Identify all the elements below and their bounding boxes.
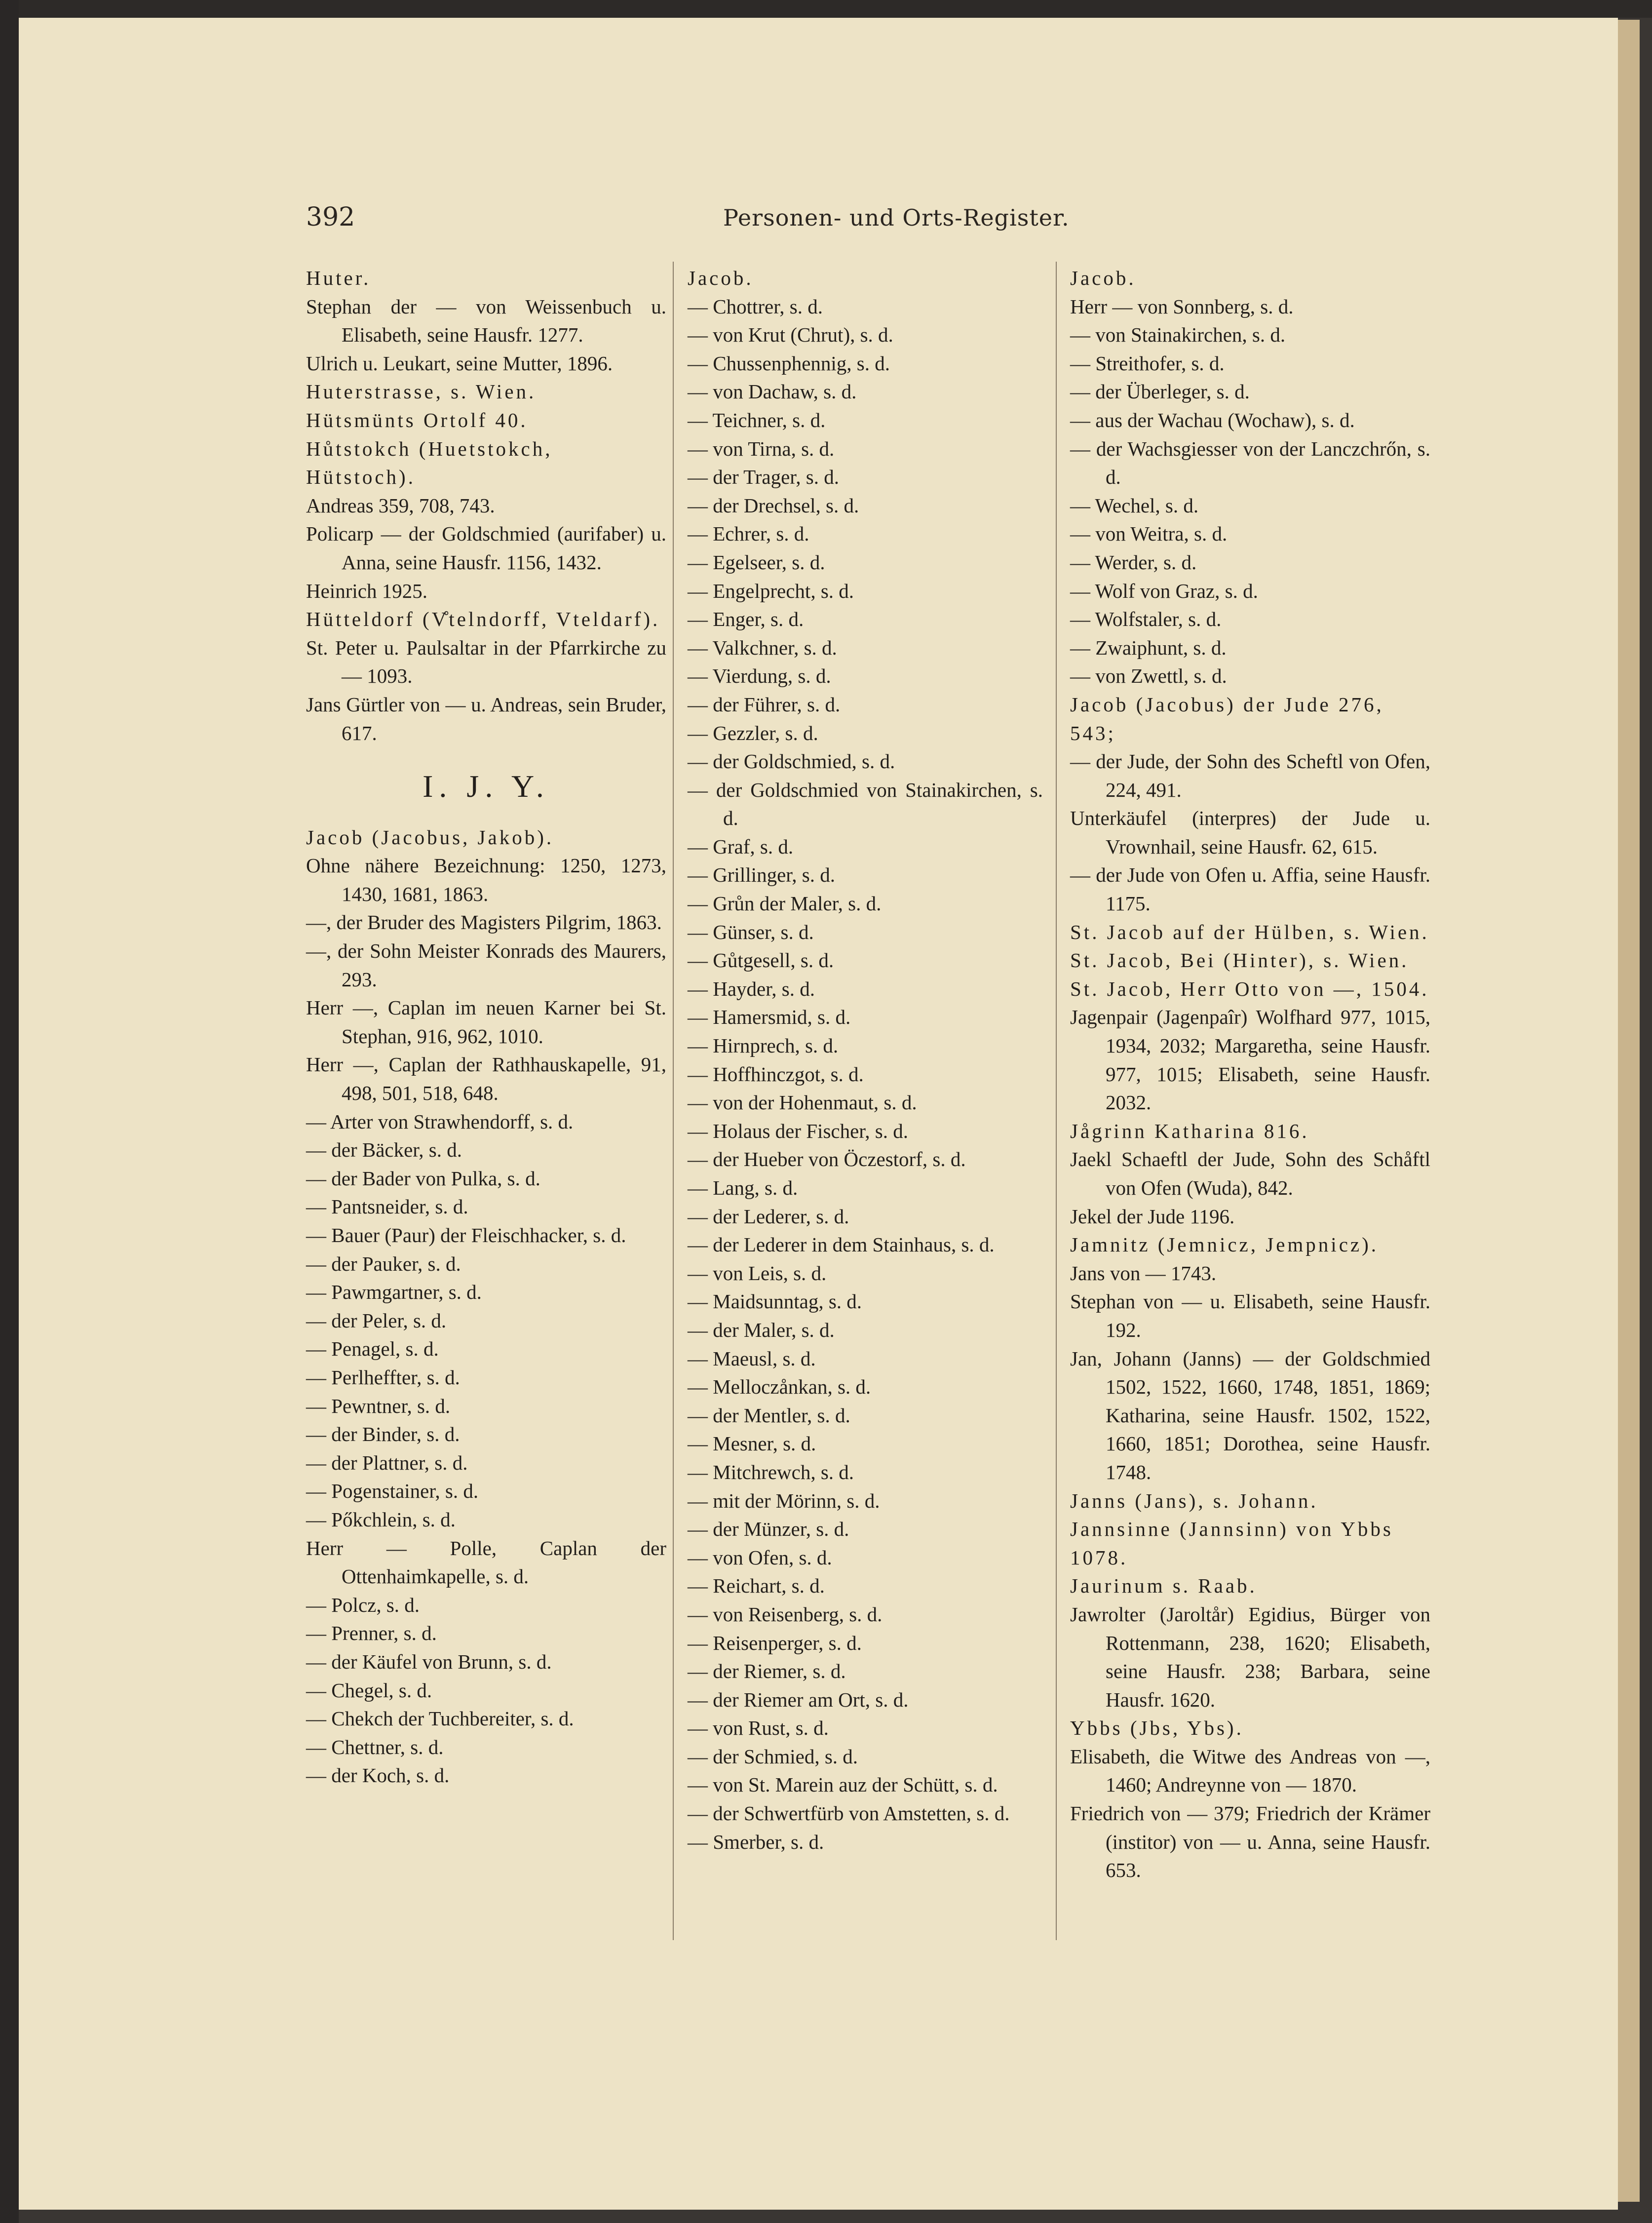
- index-entry: — Hamersmid, s. d.: [688, 1006, 851, 1029]
- index-entry: — Graf, s. d.: [688, 835, 794, 858]
- index-column-2: [688, 264, 1043, 1856]
- index-entry: — der Hueber von Öczestorf, s. d.: [688, 1148, 966, 1171]
- index-headword: Jamnitz (Jemnicz, Jempnicz).: [1070, 1233, 1379, 1256]
- index-entry: — von St. Marein auz der Schütt, s. d.: [688, 1773, 998, 1796]
- index-entry: — von Tirna, s. d.: [688, 437, 835, 460]
- index-entry: — Zwaiphunt, s. d.: [1070, 636, 1227, 659]
- index-entry: — Arter von Strawhendorff, s. d.: [306, 1110, 574, 1133]
- index-entry: Heinrich 1925.: [306, 579, 427, 602]
- index-entry: — von Weitra, s. d.: [1070, 522, 1228, 546]
- section-heading: I. J. Y.: [423, 769, 550, 804]
- index-entry: — von Rust, s. d.: [688, 1716, 829, 1740]
- index-entry: — Günser, s. d.: [688, 920, 814, 943]
- index-entry: — Melloczånkan, s. d.: [688, 1375, 871, 1399]
- index-entry: — der Plattner, s. d.: [306, 1451, 468, 1474]
- index-entry: — Mesner, s. d.: [688, 1432, 816, 1455]
- index-entry: — Chussenphennig, s. d.: [688, 351, 890, 375]
- index-entry: Andreas 359, 708, 743.: [306, 494, 495, 517]
- index-entry: — Wolf von Graz, s. d.: [1070, 579, 1258, 602]
- index-entry: — Chottrer, s. d.: [688, 295, 823, 318]
- index-entry: — von Leis, s. d.: [688, 1261, 827, 1285]
- index-entry: — aus der Wachau (Wochaw), s. d.: [1070, 408, 1355, 431]
- index-entry: — der Pauker, s. d.: [306, 1252, 461, 1275]
- index-entry: — von Zwettl, s. d.: [1070, 664, 1227, 688]
- index-entry: — der Lederer, s. d.: [688, 1205, 849, 1228]
- index-entry: — Egelseer, s. d.: [688, 550, 825, 574]
- index-entry: — Grůn der Maler, s. d.: [688, 892, 882, 915]
- index-headword: Huter.: [306, 267, 371, 289]
- index-entry: — von Krut (Chrut), s. d.: [688, 323, 893, 347]
- index-entry: — Lang, s. d.: [688, 1176, 798, 1199]
- index-entry: — Valkchner, s. d.: [688, 636, 837, 659]
- index-headword: Hůtstokch (Huetstokch, Hütstoch).: [306, 437, 553, 489]
- index-entry: — Chegel, s. d.: [306, 1678, 432, 1702]
- index-entry: — Vierdung, s. d.: [688, 664, 831, 688]
- index-entry: — der Mentler, s. d.: [688, 1404, 850, 1427]
- index-entry: Jan, Johann (Janns) — der Goldschmied 1502, 1522, 1660, 1748, 1851, 1869; Katharina, seine Hausfr. 1502, 1522, 1660, 1851; Dorothea, seine Hausfr. 1748.: [1070, 1347, 1430, 1483]
- index-entry: — der Überleger, s. d.: [1070, 380, 1250, 403]
- index-entry: — Reichart, s. d.: [688, 1574, 825, 1598]
- index-entry: St. Peter u. Paulsaltar in der Pfarrkirche zu — 1093.: [306, 636, 666, 688]
- index-entry: — Hirnprech, s. d.: [688, 1034, 839, 1057]
- index-headword: Janns (Jans), s. Johann.: [1070, 1489, 1318, 1512]
- index-entry: — Teichner, s. d.: [688, 408, 826, 431]
- index-entry: Jekel der Jude 1196.: [1070, 1205, 1235, 1228]
- index-entry: — von Dachaw, s. d.: [688, 380, 857, 403]
- index-headword: Jacob.: [1070, 267, 1136, 289]
- page-header: [0, 202, 1652, 232]
- index-entry: — der Schmied, s. d.: [688, 1745, 858, 1768]
- index-entry: — Reisenperger, s. d.: [688, 1631, 862, 1654]
- index-entry: — Enger, s. d.: [688, 608, 804, 631]
- index-headword: Huterstrasse, s. Wien.: [306, 380, 537, 403]
- index-entry: — Gezzler, s. d.: [688, 721, 818, 744]
- scan-left-border: [0, 0, 19, 2223]
- index-entry: — der Binder, s. d.: [306, 1423, 460, 1446]
- index-headword: St. Jacob, Herr Otto von —, 1504.: [1070, 977, 1429, 1000]
- index-entry: — der Wachsgiesser von der Lanczchrőn, s. d.: [1070, 437, 1430, 489]
- index-entry: — Echrer, s. d.: [688, 522, 809, 546]
- index-entry: — der Bader von Pulka, s. d.: [306, 1167, 540, 1190]
- index-entry: — Prenner, s. d.: [306, 1622, 437, 1645]
- index-headword: Jacob (Jacobus, Jakob).: [306, 825, 554, 849]
- index-entry: — der Riemer am Ort, s. d.: [688, 1688, 909, 1711]
- index-entry: — der Koch, s. d.: [306, 1764, 450, 1787]
- index-entry: — der Jude von Ofen u. Affia, seine Hausfr. 1175.: [1070, 863, 1430, 915]
- index-entry: — der Jude, der Sohn des Scheftl von Ofen, 224, 491.: [1070, 750, 1430, 801]
- index-entry: — Pawmgartner, s. d.: [306, 1281, 482, 1304]
- index-entry: Elisabeth, die Witwe des Andreas von —, 1460; Andreynne von — 1870.: [1070, 1745, 1430, 1796]
- index-entry: — Pantsneider, s. d.: [306, 1195, 468, 1218]
- index-headword: St. Jacob auf der Hülben, s. Wien.: [1070, 920, 1429, 943]
- index-entry: — Mitchrewch, s. d.: [688, 1460, 854, 1483]
- index-entry: — Maidsunntag, s. d.: [688, 1290, 862, 1313]
- index-entry: — Chettner, s. d.: [306, 1735, 444, 1758]
- index-headword: Hütteldorf (V̊telndorff, Vteldarf).: [306, 608, 660, 631]
- index-headword: Jacob.: [688, 267, 754, 289]
- index-entry: Stephan der — von Weissenbuch u. Elisabeth, seine Hausfr. 1277.: [306, 295, 666, 347]
- index-entry: Herr —, Caplan der Rathhauskapelle, 91, 498, 501, 518, 648.: [306, 1053, 666, 1105]
- index-entry: Ulrich u. Leukart, seine Mutter, 1896.: [306, 351, 613, 375]
- index-column-1: [306, 264, 666, 1790]
- index-entry: — der Goldschmied von Stainakirchen, s. d.: [688, 778, 1043, 830]
- index-entry: — Werder, s. d.: [1070, 550, 1197, 574]
- index-entry: — von der Hohenmaut, s. d.: [688, 1091, 917, 1114]
- index-entry: — der Münzer, s. d.: [688, 1518, 849, 1541]
- index-entry: —, der Bruder des Magisters Pilgrim, 1863.: [306, 911, 662, 934]
- index-entry: — Pogenstainer, s. d.: [306, 1480, 479, 1503]
- index-entry: Jawrolter (Jaroltår) Egidius, Bürger von Rottenmann, 238, 1620; Elisabeth, seine Hausfr. 238; Barbara, seine Hausfr. 1620.: [1070, 1602, 1430, 1711]
- index-headword: Jannsinne (Jannsinn) von Ybbs 1078.: [1070, 1518, 1393, 1569]
- index-entry: — der Trager, s. d.: [688, 466, 839, 489]
- index-entry: Herr — von Sonnberg, s. d.: [1070, 295, 1294, 318]
- index-entry: — Bauer (Paur) der Fleischhacker, s. d.: [306, 1224, 626, 1247]
- index-entry: — der Bäcker, s. d.: [306, 1138, 462, 1162]
- index-entry: — der Käufel von Brunn, s. d.: [306, 1650, 552, 1673]
- index-entry: Jaekl Schaeftl der Jude, Sohn des Schåftl von Ofen (Wuda), 842.: [1070, 1148, 1430, 1199]
- page-number: 392: [306, 202, 355, 232]
- index-entry: Unterkäufel (interpres) der Jude u. Vrownhail, seine Hausfr. 62, 615.: [1070, 807, 1430, 858]
- index-entry: — der Peler, s. d.: [306, 1309, 447, 1332]
- index-entry: — Pewntner, s. d.: [306, 1394, 451, 1417]
- index-entry: — der Schwertfürb von Amstetten, s. d.: [688, 1802, 1010, 1825]
- index-entry: — der Maler, s. d.: [688, 1318, 835, 1341]
- index-entry: — Streithofer, s. d.: [1070, 351, 1225, 375]
- scan-top-border: [0, 0, 1652, 18]
- index-column-3: [1070, 264, 1430, 1885]
- index-entry: — Perlheffter, s. d.: [306, 1365, 460, 1389]
- index-entry: — der Goldschmied, s. d.: [688, 750, 895, 773]
- index-entry: — Wechel, s. d.: [1070, 494, 1199, 517]
- column-rule-2: [1056, 262, 1057, 1940]
- index-entry: — Maeusl, s. d.: [688, 1347, 816, 1370]
- index-entry: Stephan von — u. Elisabeth, seine Hausfr. 192.: [1070, 1290, 1430, 1341]
- index-entry: — Engelprecht, s. d.: [688, 579, 854, 602]
- index-entry: — Polcz, s. d.: [306, 1593, 420, 1616]
- index-headword: Jågrinn Katharina 816.: [1070, 1119, 1309, 1142]
- index-entry: — Smerber, s. d.: [688, 1830, 824, 1853]
- index-entry: — Wolfstaler, s. d.: [1070, 608, 1222, 631]
- index-headword: Hütsmünts Ortolf 40.: [306, 408, 528, 431]
- index-entry: — der Drechsel, s. d.: [688, 494, 859, 517]
- index-entry: — von Ofen, s. d.: [688, 1546, 832, 1569]
- index-headword: Jacob (Jacobus) der Jude 276, 543;: [1070, 693, 1384, 744]
- index-entry: Policarp — der Goldschmied (aurifaber) u. Anna, seine Hausfr. 1156, 1432.: [306, 522, 666, 574]
- index-entry: Jagenpair (Jagenpaîr) Wolfhard 977, 1015, 1934, 2032; Margaretha, seine Hausfr. 977, 1015; Elisabeth, seine Hausfr. 2032.: [1070, 1006, 1430, 1114]
- index-entry: — Penagel, s. d.: [306, 1337, 439, 1361]
- index-headword: Jaurinum s. Raab.: [1070, 1574, 1257, 1598]
- index-entry: — der Führer, s. d.: [688, 693, 841, 716]
- index-entry: Friedrich von — 379; Friedrich der Krämer (institor) von — u. Anna, seine Hausfr. 653.: [1070, 1802, 1430, 1882]
- index-entry: — der Lederer in dem Stainhaus, s. d.: [688, 1233, 995, 1256]
- index-entry: Jans Gürtler von — u. Andreas, sein Bruder, 617.: [306, 693, 666, 744]
- index-entry: — Hayder, s. d.: [688, 977, 815, 1000]
- column-rule-1: [673, 262, 674, 1940]
- index-entry: — Pőkchlein, s. d.: [306, 1508, 456, 1531]
- index-entry: — Chekch der Tuchbereiter, s. d.: [306, 1707, 574, 1730]
- index-entry: — von Reisenberg, s. d.: [688, 1602, 883, 1626]
- index-entry: — Holaus der Fischer, s. d.: [688, 1119, 909, 1142]
- index-entry: — von Stainakirchen, s. d.: [1070, 323, 1286, 347]
- index-entry: Herr —, Caplan im neuen Karner bei St. Stephan, 916, 962, 1010.: [306, 996, 666, 1048]
- index-entry: — der Riemer, s. d.: [688, 1660, 846, 1683]
- index-entry: Jans von — 1743.: [1070, 1261, 1217, 1285]
- index-entry: — Hoffhinczgot, s. d.: [688, 1062, 864, 1086]
- index-entry: —, der Sohn Meister Konrads des Maurers, 293.: [306, 939, 666, 991]
- index-entry: Herr — Polle, Caplan der Ottenhaimkapelle, s. d.: [306, 1536, 666, 1588]
- index-entry: Ohne nähere Bezeichnung: 1250, 1273, 1430, 1681, 1863.: [306, 854, 666, 905]
- index-entry: — Gůtgesell, s. d.: [688, 949, 834, 972]
- index-headword: Ybbs (Jbs, Ybs).: [1070, 1716, 1244, 1740]
- index-entry: — mit der Mörinn, s. d.: [688, 1489, 880, 1512]
- running-head: Personen- und Orts-Register.: [723, 204, 1070, 231]
- index-entry: — Grillinger, s. d.: [688, 863, 835, 887]
- index-headword: St. Jacob, Bei (Hinter), s. Wien.: [1070, 949, 1409, 972]
